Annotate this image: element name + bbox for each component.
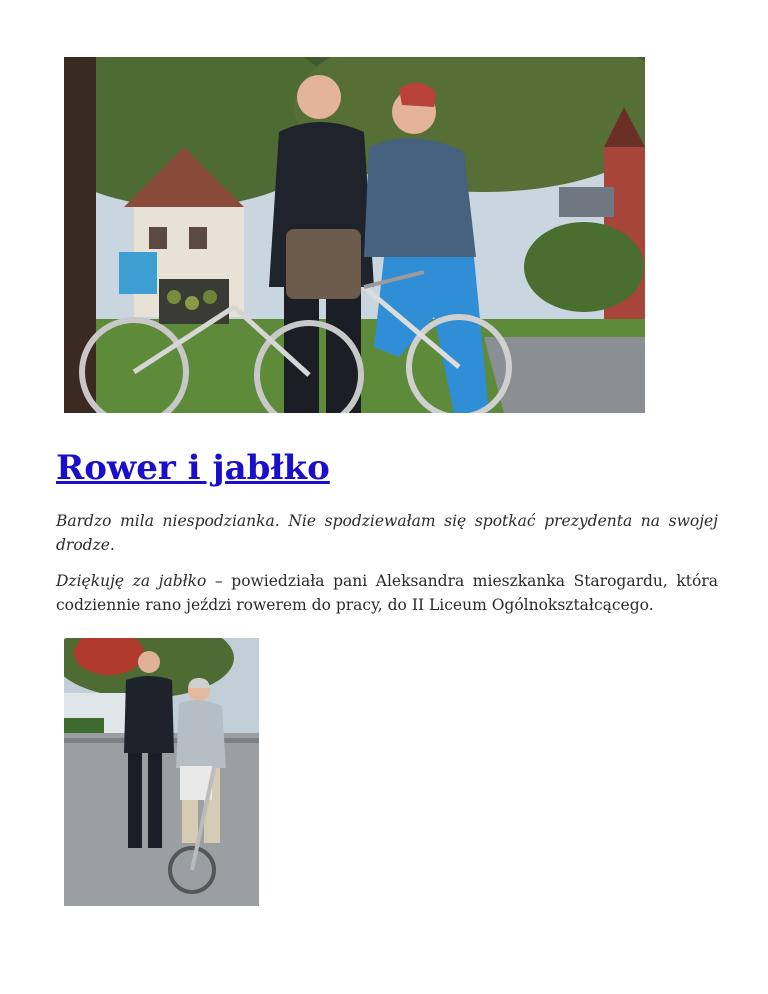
paragraph-2-rest: – powiedziała pani Aleksandra mieszkanka Starogardu, która codziennie rano jeździ rowerem do pracy, do II Liceum Ogólnokształcącego. <box>56 572 718 614</box>
article-paragraph-2 <box>56 569 718 617</box>
main-photo <box>64 57 645 413</box>
quote-text: Dziękuję za jabłko <box>56 572 207 590</box>
article-title <box>56 447 330 489</box>
article-title-link[interactable]: Rower i jabłko <box>56 448 330 488</box>
second-photo <box>64 638 259 906</box>
article-paragraph-1: Bardzo mila niespodzianka. Nie spodziewałam się spotkać prezydenta na swojej drodze. <box>56 512 718 554</box>
